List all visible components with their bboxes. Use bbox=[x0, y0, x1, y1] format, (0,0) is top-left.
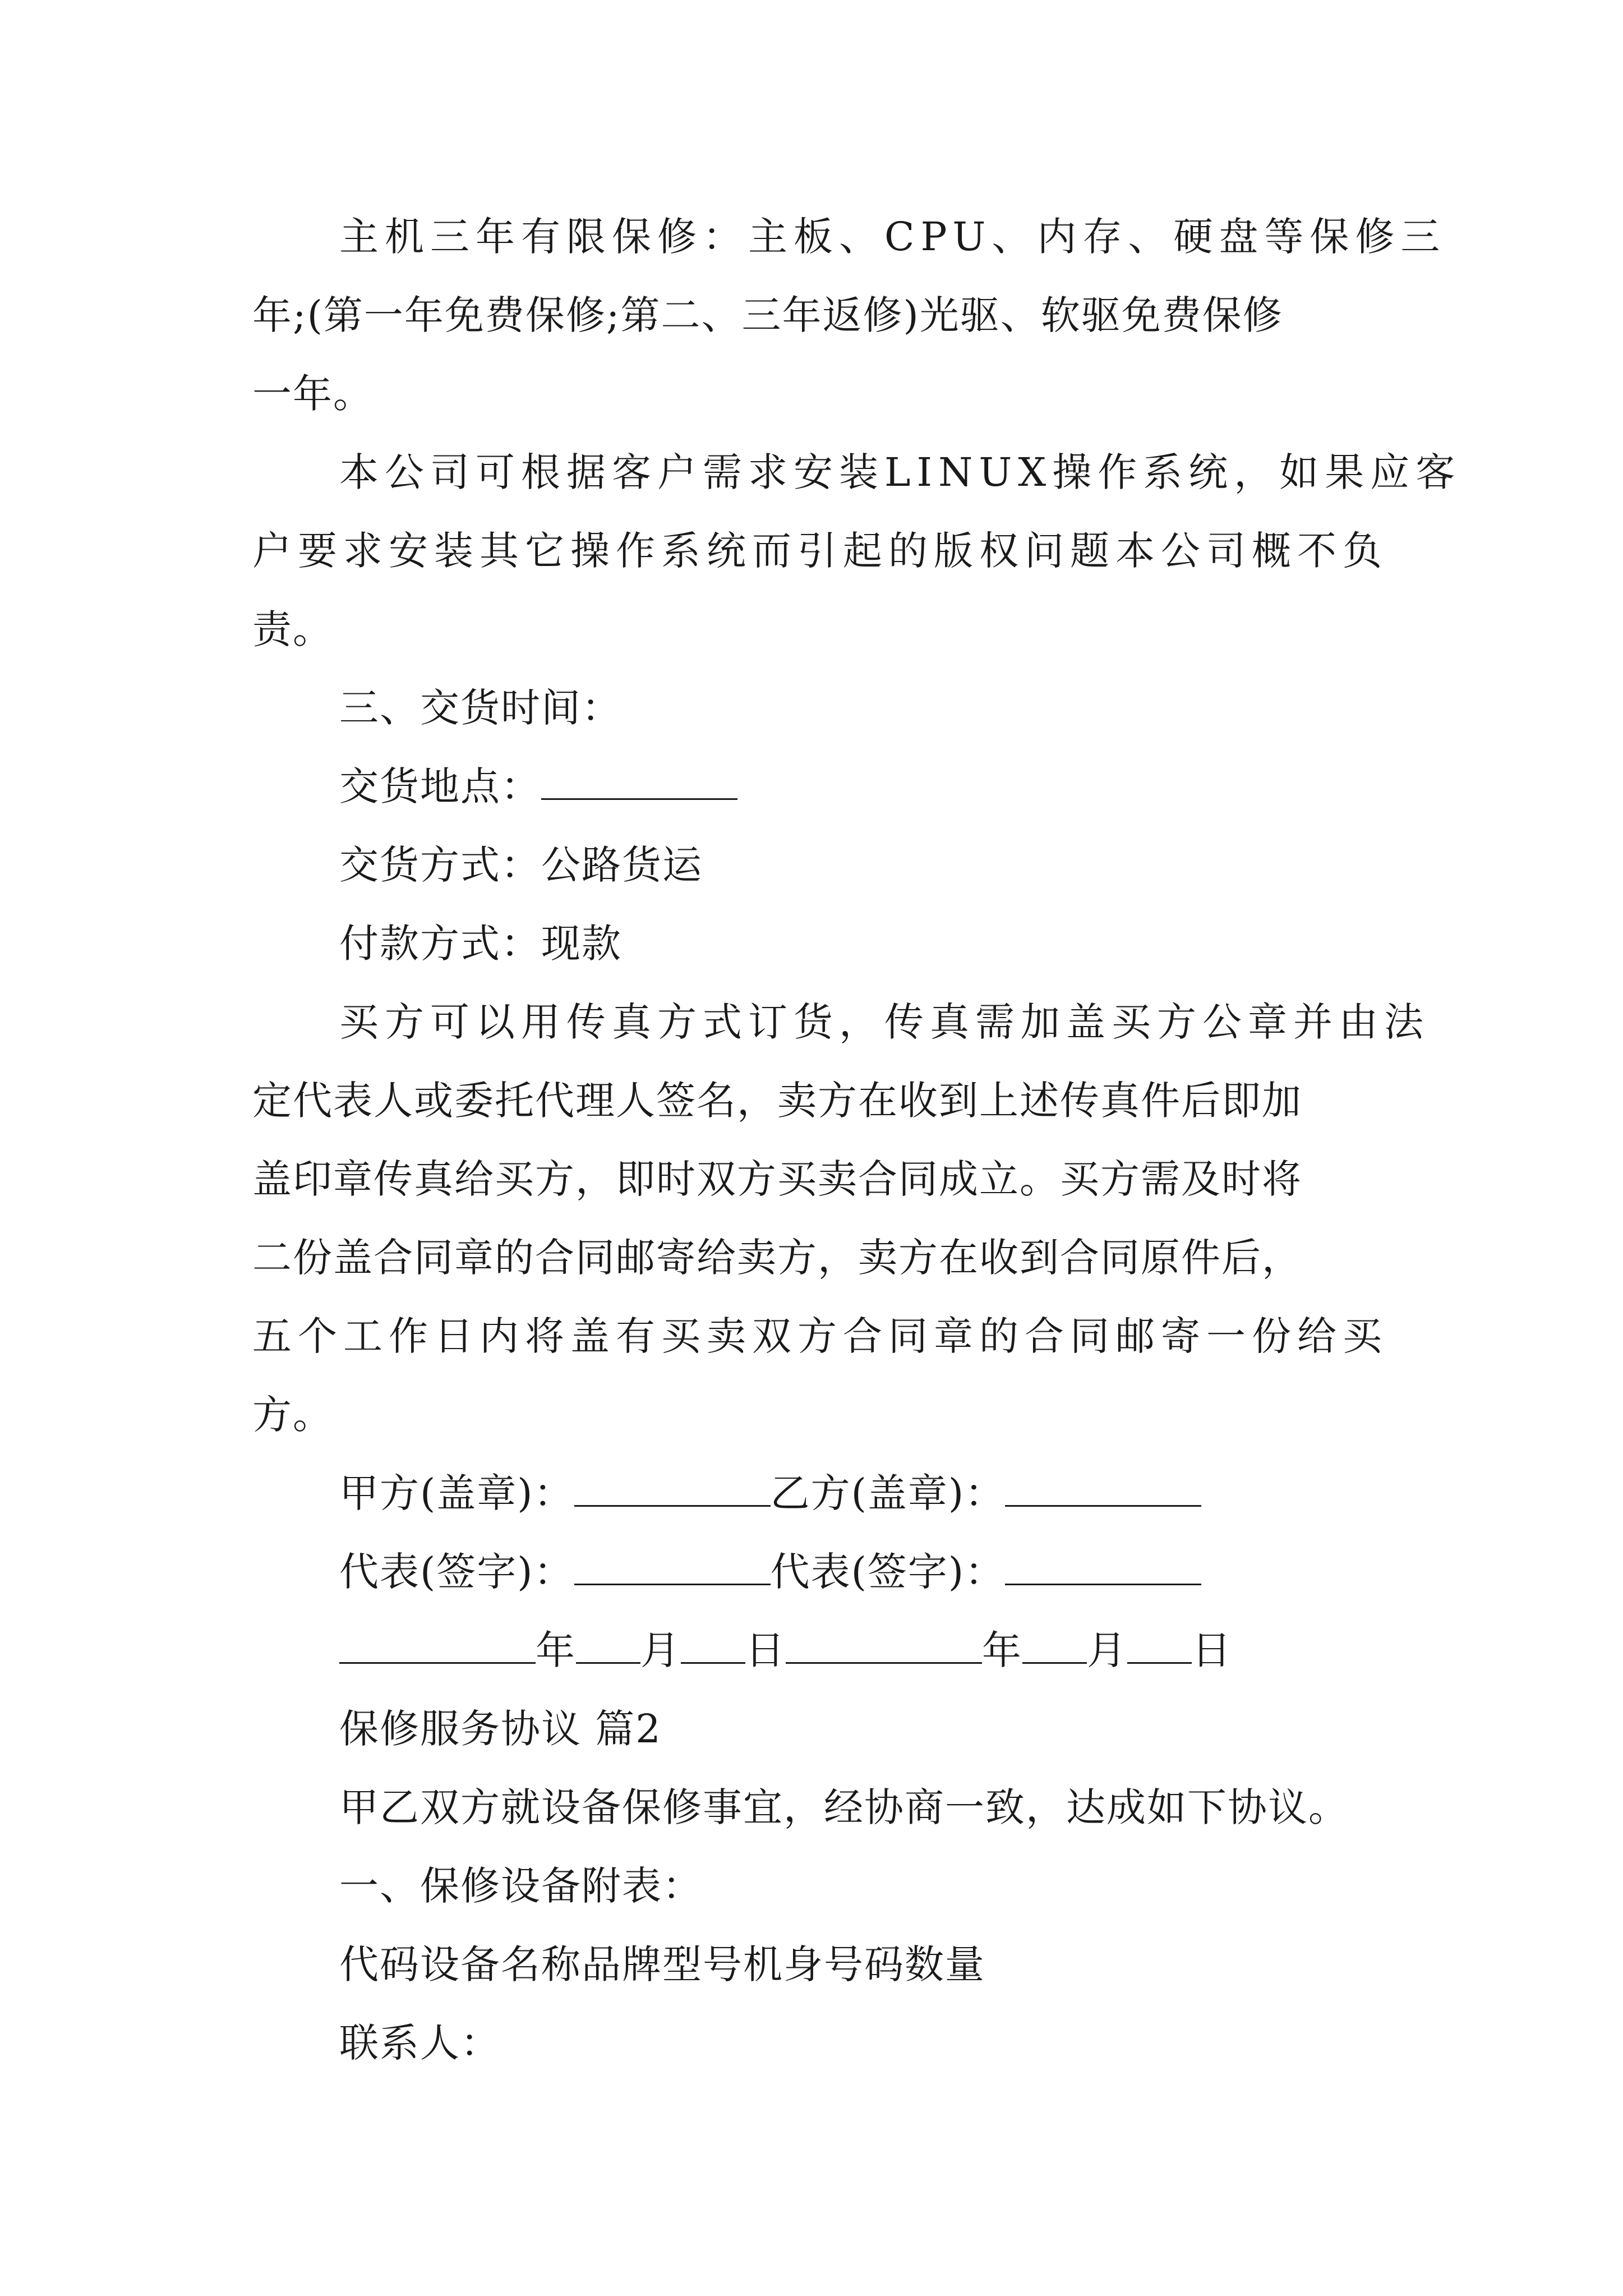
paragraph-line: 户要求安装其它操作系统而引起的版权问题本公司概不负 bbox=[252, 528, 1388, 574]
month-a-blank bbox=[576, 1627, 640, 1664]
delivery-method-label: 交货方式： bbox=[339, 842, 541, 888]
paragraph-line: 五个工作日内将盖有买卖双方合同章的合同邮寄一份给买 bbox=[252, 1313, 1388, 1359]
year-a-blank bbox=[339, 1627, 536, 1664]
paragraph-line: 责。 bbox=[252, 606, 333, 652]
party-b-label: 乙方(盖章)： bbox=[770, 1470, 1006, 1516]
delivery-place-row bbox=[339, 758, 737, 815]
delivery-method-value: 公路货运 bbox=[541, 842, 703, 888]
payment-method-row bbox=[339, 915, 622, 972]
agreement-intro: 甲乙双方就设备保修事宜，经协商一致，达成如下协议。 bbox=[339, 1784, 1349, 1830]
delivery-place-label: 交货地点： bbox=[339, 763, 541, 809]
date-row bbox=[339, 1622, 1232, 1678]
delivery-place-blank bbox=[541, 763, 737, 800]
equipment-table-header: 代码设备名称品牌型号机身号码数量 bbox=[339, 1941, 985, 1987]
year-b-label: 年 bbox=[982, 1627, 1022, 1673]
paragraph-line: 方。 bbox=[252, 1392, 333, 1438]
month-b-blank bbox=[1022, 1627, 1087, 1664]
contact-label: 联系人： bbox=[339, 2020, 501, 2066]
rep-b-blank bbox=[1005, 1549, 1201, 1585]
year-a-label: 年 bbox=[536, 1627, 576, 1673]
party-seal-row bbox=[339, 1465, 1201, 1521]
day-b-blank bbox=[1127, 1627, 1192, 1664]
day-a-blank bbox=[681, 1627, 745, 1664]
party-b-blank bbox=[1005, 1470, 1201, 1507]
paragraph-line: 定代表人或委托代理人签名，卖方在收到上述传真件后即加 bbox=[252, 1078, 1302, 1124]
rep-a-blank bbox=[574, 1549, 771, 1585]
payment-method-value: 现款 bbox=[541, 921, 622, 967]
paragraph-line: 一年。 bbox=[252, 371, 374, 417]
party-a-blank bbox=[574, 1470, 771, 1507]
delivery-heading: 三、交货时间： bbox=[339, 685, 622, 731]
paragraph-line: 盖印章传真给买方，即时双方买卖合同成立。买方需及时将 bbox=[252, 1156, 1302, 1202]
representative-row bbox=[339, 1544, 1201, 1600]
paragraph-line: 买方可以用传真方式订货，传真需加盖买方公章并由法 bbox=[339, 999, 1430, 1045]
paragraph-line: 二份盖合同章的合同邮寄给卖方，卖方在收到合同原件后， bbox=[252, 1235, 1302, 1281]
rep-a-label: 代表(签字)： bbox=[339, 1549, 574, 1595]
day-a-label: 日 bbox=[745, 1627, 786, 1673]
payment-method-label: 付款方式： bbox=[339, 921, 541, 967]
party-a-label: 甲方(盖章)： bbox=[339, 1470, 574, 1516]
paragraph-line: 本公司可根据客户需求安装LINUX操作系统，如果应客 bbox=[339, 449, 1461, 495]
rep-b-label: 代表(签字)： bbox=[770, 1549, 1006, 1595]
paragraph-line: 主机三年有限保修：主板、CPU、内存、硬盘等保修三 bbox=[339, 214, 1446, 260]
year-b-blank bbox=[786, 1627, 982, 1664]
delivery-method-row bbox=[339, 837, 703, 893]
equipment-heading: 一、保修设备附表： bbox=[339, 1863, 703, 1909]
month-b-label: 月 bbox=[1087, 1627, 1127, 1673]
paragraph-line: 年;(第一年免费保修;第二、三年返修)光驱、软驱免费保修 bbox=[252, 292, 1283, 338]
agreement-title: 保修服务协议 篇2 bbox=[339, 1706, 662, 1752]
month-a-label: 月 bbox=[640, 1627, 681, 1673]
day-b-label: 日 bbox=[1192, 1627, 1232, 1673]
